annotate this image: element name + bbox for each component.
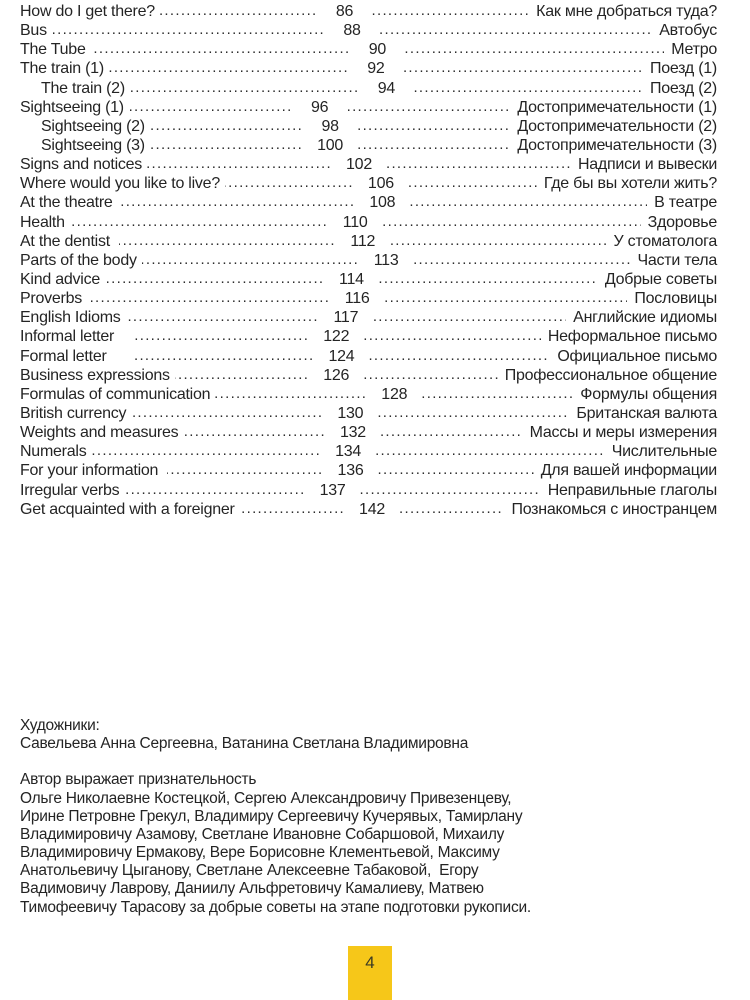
credits-section [20, 717, 710, 917]
dot-leader [378, 460, 534, 479]
page-number-box [348, 946, 392, 1000]
acknowledgment-line: Тимофеевичу Тарасову за добрые советы на этапе подготовки рукописи. [20, 898, 531, 916]
toc-entry-title-en: Parts of the body [20, 251, 137, 269]
toc-page-number: 126 [323, 366, 350, 384]
toc-entry-title-en: How do I get there? [20, 3, 155, 20]
dot-leader [147, 154, 332, 173]
dot-leader [109, 58, 349, 77]
dot-leader [384, 288, 627, 307]
toc-page-number: 92 [367, 60, 385, 78]
toc-page-number: 90 [368, 41, 387, 59]
toc-entry-title-ru: Здоровье [647, 213, 717, 231]
toc-entry-title-en: British currency [20, 404, 127, 422]
toc-entry-title-ru: Пословицы [634, 290, 717, 308]
dot-leader [240, 499, 345, 518]
toc-row [20, 136, 717, 155]
toc-entry-title-ru: Английские идиомы [573, 309, 717, 327]
toc-page-number: 136 [337, 462, 364, 480]
toc-entry-title-en: Signs and notices [20, 156, 143, 174]
toc-entry-title-ru: Надписи и вывески [577, 156, 717, 174]
acknowledgment-line: Владимировичу Ермакову, Вере Борисовне Клементьевой, Максиму [20, 844, 500, 862]
toc-page-number: 96 [310, 98, 329, 116]
dot-leader [363, 365, 497, 384]
toc-entry-title-en: The train (1) [20, 60, 104, 78]
dot-leader [372, 1, 530, 20]
toc-page-number: 98 [321, 117, 339, 135]
dot-leader [142, 250, 359, 269]
dot-leader [150, 135, 303, 154]
toc-row [20, 174, 717, 193]
toc-page-number: 128 [381, 385, 408, 403]
toc-entry-title-en: Where would you like to live? [20, 175, 220, 193]
toc-entry-title-en: At the theatre [20, 194, 113, 212]
toc-entry-title-ru: Неформальное письмо [547, 328, 717, 346]
toc-row [20, 404, 717, 423]
toc-entry-title-ru: Неправильные глаголы [547, 481, 717, 499]
toc-row [20, 481, 717, 500]
dot-leader [413, 250, 630, 269]
dot-leader [160, 1, 318, 20]
toc-entry-title-en: Sightseeing (2) [41, 117, 145, 135]
dot-leader [126, 307, 319, 326]
dot-leader [91, 441, 321, 460]
acknowledgment-line: Ирине Петровне Грекул, Владимиру Сергеевичу Кучерявых, Тамирлану [20, 807, 523, 825]
dot-leader [379, 20, 652, 39]
toc-entry-title-ru: У стоматолога [613, 232, 717, 250]
dot-leader [215, 384, 367, 403]
toc-entry-title-en: Informal letter [20, 328, 127, 346]
toc-entry-title-ru: Части тела [637, 251, 717, 269]
toc-entry-title-en: Formulas of communication [20, 385, 211, 403]
toc-row [20, 500, 717, 519]
toc-entry-title-ru: Добрые советы [604, 270, 717, 288]
dot-leader [368, 346, 550, 365]
toc-row [20, 347, 717, 366]
toc-entry-title-en: The Tube [20, 41, 86, 59]
toc-page-number: 134 [335, 443, 362, 461]
dot-leader [133, 346, 315, 365]
toc-page-number: 122 [323, 328, 350, 346]
dot-leader [403, 58, 643, 77]
dot-leader [347, 97, 511, 116]
toc-entry-title-en: Bus [20, 22, 47, 40]
toc-entry-title-ru: Где бы вы хотели жить? [543, 175, 717, 193]
dot-leader [131, 403, 323, 422]
toc-page-number: 113 [373, 251, 399, 269]
toc-row [20, 366, 717, 385]
dot-leader [150, 116, 303, 135]
dot-leader [87, 288, 330, 307]
dot-leader [360, 480, 541, 499]
dot-leader [399, 499, 504, 518]
dot-leader [357, 135, 510, 154]
toc-row [20, 327, 717, 346]
toc-row [20, 79, 717, 98]
dot-leader [382, 212, 640, 231]
toc-entry-title-ru: Метро [671, 41, 717, 59]
toc-entry-title-en: Sightseeing (3) [41, 136, 145, 154]
toc-page-number: 108 [369, 194, 396, 212]
toc-entry-title-ru: Достопримечательности (2) [517, 117, 717, 135]
acknowledgment-line: Владимировичу Азамову, Светлане Ивановне Собаршовой, Михаилу [20, 825, 505, 843]
toc-entry-title-ru: Автобус [659, 22, 717, 40]
toc-row [20, 21, 717, 40]
dot-leader [363, 326, 541, 345]
toc-page-number: 142 [359, 500, 385, 518]
toc-page-number: 116 [344, 290, 370, 308]
dot-leader [380, 422, 523, 441]
toc-entry-title-en: Weights and measures [20, 424, 179, 442]
toc-page-number: 102 [346, 156, 372, 174]
toc-entry-title-ru: Числительные [611, 443, 717, 461]
toc-entry-title-ru: В театре [654, 194, 717, 212]
toc-entry-title-ru: Как мне добраться туда? [536, 3, 717, 20]
acknowledgment-line: Анатольевичу Цыганову, Светлане Алексеевне Табаковой, Егору [20, 862, 479, 880]
toc-row [20, 155, 717, 174]
credits-spacer [20, 753, 710, 771]
dot-leader [373, 307, 566, 326]
toc-entry-title-en: For your information [20, 462, 163, 480]
toc-row [20, 117, 717, 136]
dot-leader [129, 97, 293, 116]
toc-entry-title-ru: Для вашей информации [540, 462, 717, 480]
toc-entry-title-en: Sightseeing (1) [20, 98, 124, 116]
toc-row [20, 461, 717, 480]
dot-leader [70, 212, 328, 231]
toc-page-number: 94 [377, 79, 396, 97]
dot-leader [386, 154, 571, 173]
acknowledgment-line: Автор выражает признательность [20, 771, 257, 789]
artists-heading: Художники: [20, 717, 100, 734]
toc-page-number: 100 [317, 136, 344, 154]
toc-page-number: 132 [339, 424, 366, 442]
toc-entry-title-en: Kind advice [20, 270, 100, 288]
toc-entry-title-en: Numerals [20, 443, 87, 461]
toc-entry-title-ru: Достопримечательности (1) [517, 98, 717, 116]
acknowledgment-line: Вадимовичу Лаврову, Даниилу Альфретовичу Камалиеву, Матвею [20, 880, 484, 898]
dot-leader [105, 269, 324, 288]
dot-leader [167, 460, 323, 479]
dot-leader [408, 173, 537, 192]
toc-entry-title-ru: Познакомься с иностранцем [511, 500, 717, 518]
toc-entry-title-ru: Британская валюта [576, 404, 717, 422]
toc-entry-title-ru: Достопримечательности (3) [517, 136, 717, 154]
toc-entry-title-en: English Idioms [20, 309, 121, 327]
toc-entry-title-ru: Профессиональное общение [504, 366, 717, 384]
acknowledgment-paragraph [20, 771, 710, 916]
toc-entry-title-en: Get acquainted with a foreigner [20, 500, 235, 518]
toc-page-number: 130 [337, 404, 364, 422]
dot-leader [175, 365, 309, 384]
toc-page-number: 114 [339, 270, 364, 288]
toc-row [20, 308, 717, 327]
toc-row [20, 2, 717, 21]
toc-row [20, 442, 717, 461]
toc-page-number: 86 [335, 3, 354, 20]
toc-page-number: 124 [328, 347, 355, 365]
toc-entry-title-en: At the dentist [20, 232, 115, 250]
artists-names: Савельева Анна Сергеевна, Ватанина Светлана Владимировна [20, 735, 469, 753]
toc-page-number: 137 [319, 481, 346, 499]
toc-entry-title-ru: Официальное письмо [557, 347, 717, 365]
toc-entry-title-ru: Поезд (2) [649, 79, 717, 97]
dot-leader [132, 326, 310, 345]
toc-entry-title-en: The train (2) [41, 79, 125, 97]
toc-row [20, 232, 717, 251]
dot-leader [119, 231, 336, 250]
dot-leader [421, 384, 573, 403]
toc-entry-title-en: Business expressions [20, 366, 170, 384]
toc-row [20, 251, 717, 270]
page-number: 4 [365, 953, 375, 972]
dot-leader [409, 192, 647, 211]
dot-leader [124, 480, 305, 499]
dot-leader [52, 20, 325, 39]
toc-page-number: 88 [343, 22, 361, 40]
toc-entry-title-en: Irregular verbs [20, 481, 120, 499]
toc-row [20, 98, 717, 117]
dot-leader [390, 231, 607, 250]
dot-leader [225, 173, 354, 192]
toc-row [20, 385, 717, 404]
toc-row [20, 40, 717, 59]
toc-entry-title-ru: Формулы общения [580, 385, 717, 403]
toc-row [20, 423, 717, 442]
toc-entry-title-en: Health [20, 213, 65, 231]
dot-leader [130, 78, 360, 97]
dot-leader [118, 192, 356, 211]
dot-leader [183, 422, 326, 441]
toc-entry-title-ru: Массы и меры измерения [529, 424, 717, 442]
toc-entry-title-en: Formal letter [20, 347, 128, 365]
dot-leader [91, 39, 351, 58]
toc-row [20, 193, 717, 212]
acknowledgment-line: Ольге Николаевне Костецкой, Сергею Александровичу Привезенцеву, [20, 789, 512, 807]
toc-row [20, 59, 717, 78]
dot-leader [375, 441, 605, 460]
toc-row [20, 289, 717, 308]
dot-leader [413, 78, 643, 97]
toc-entry-title-en: Proverbs [20, 290, 83, 308]
toc-row [20, 270, 717, 289]
toc-page-number: 112 [350, 232, 376, 250]
dot-leader [378, 269, 597, 288]
toc-page-number: 110 [342, 213, 368, 231]
toc-page-number: 117 [333, 309, 359, 327]
dot-leader [377, 403, 569, 422]
dot-leader [357, 116, 510, 135]
toc-row [20, 213, 717, 232]
toc-entry-title-ru: Поезд (1) [649, 60, 717, 78]
table-of-contents [20, 2, 717, 519]
toc-page-number: 106 [367, 175, 394, 193]
dot-leader [404, 39, 664, 58]
